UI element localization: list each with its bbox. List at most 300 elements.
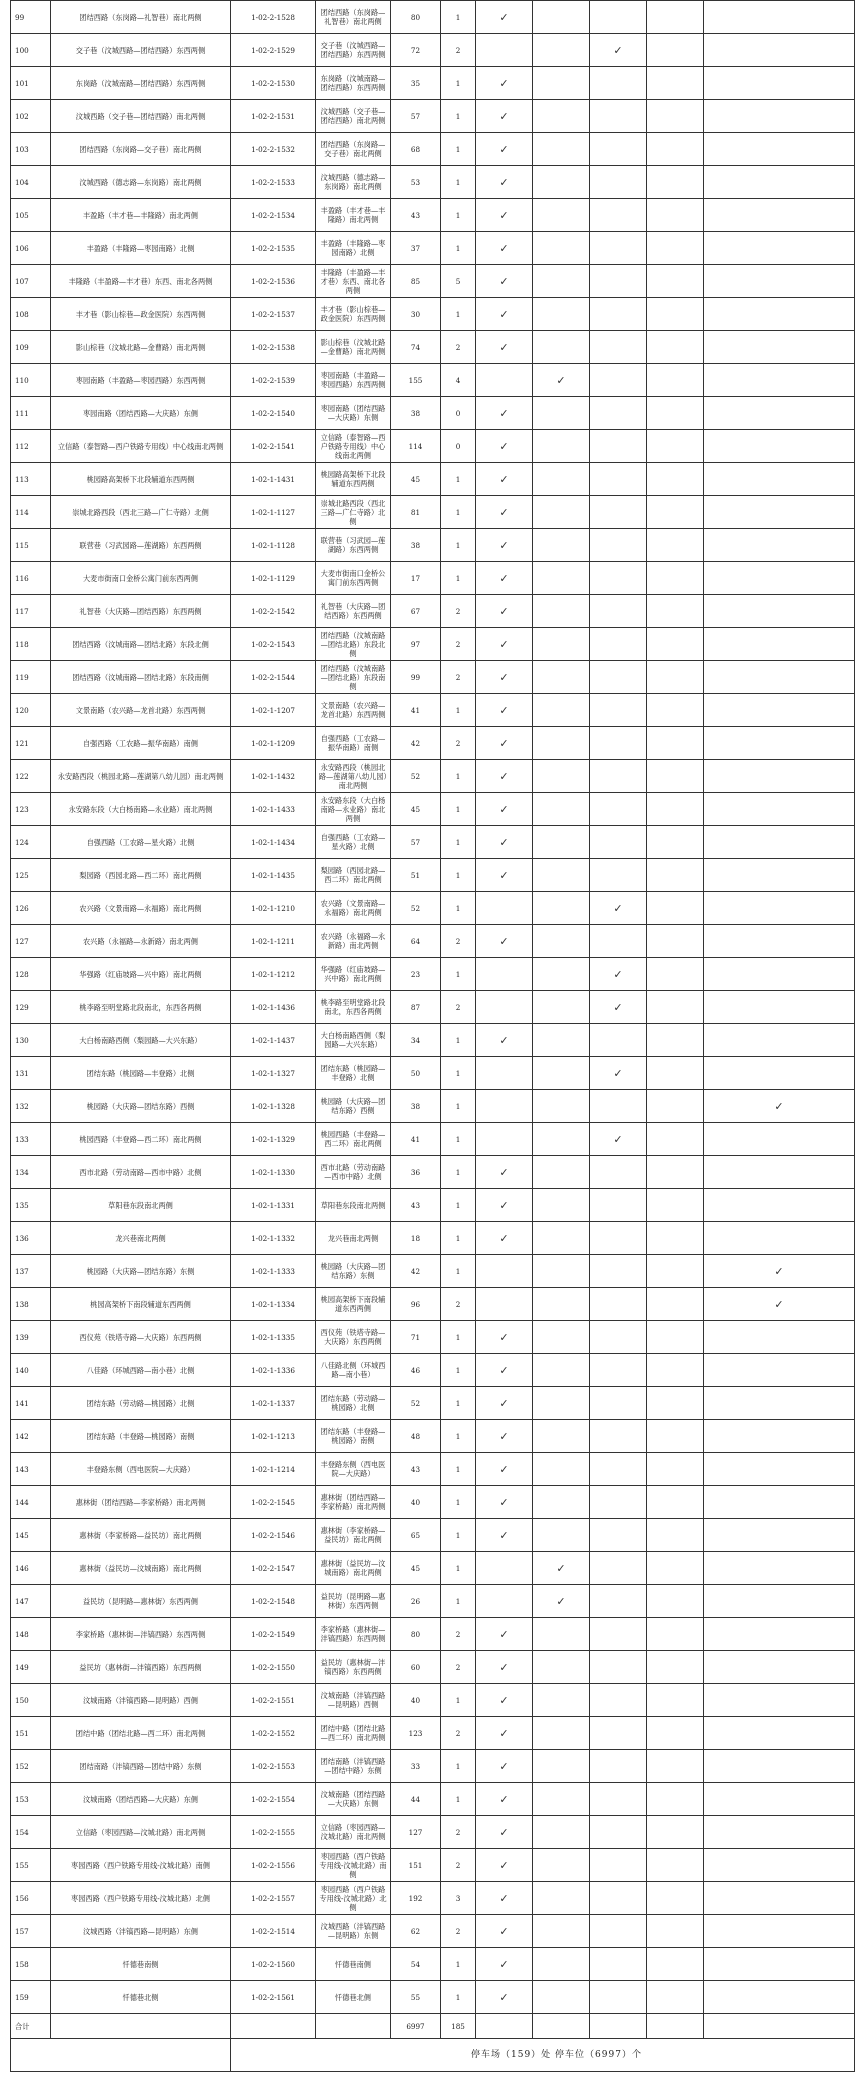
check-col-5-cell bbox=[704, 694, 855, 727]
check-col-4-cell bbox=[647, 1024, 704, 1057]
row-number-cell: 121 bbox=[11, 727, 51, 760]
check-col-2-cell bbox=[533, 1618, 590, 1651]
check-col-3-cell bbox=[590, 1420, 647, 1453]
row-number-cell: 155 bbox=[11, 1849, 51, 1882]
table-row bbox=[11, 1651, 855, 1684]
row-number-cell: 114 bbox=[11, 496, 51, 529]
check-col-4-cell bbox=[647, 1849, 704, 1882]
row-number-cell: 132 bbox=[11, 1090, 51, 1123]
table-row bbox=[11, 1387, 855, 1420]
check-col-2-cell bbox=[533, 1453, 590, 1486]
check-col-4-cell bbox=[647, 67, 704, 100]
check-col-3-cell: ✓ bbox=[590, 1057, 647, 1090]
location-name-cell: 桃园路（大庆路—团结东路）西侧 bbox=[51, 1090, 231, 1123]
space-count-cell: 48 bbox=[391, 1420, 441, 1453]
location-desc-cell: 忏德巷南侧 bbox=[316, 1948, 391, 1981]
location-name-cell: 丰盈路（丰才巷—丰隆路）南北两侧 bbox=[51, 199, 231, 232]
table-row bbox=[11, 1585, 855, 1618]
entrance-count-cell: 1 bbox=[441, 1519, 476, 1552]
location-name-cell: 桃园路高架桥下北段辅道东西两侧 bbox=[51, 463, 231, 496]
parking-code-cell: 1-02-1-1213 bbox=[231, 1420, 316, 1453]
check-col-4-cell bbox=[647, 1717, 704, 1750]
check-col-1-cell: ✓ bbox=[476, 595, 533, 628]
table-row bbox=[11, 34, 855, 67]
check-col-3-cell bbox=[590, 397, 647, 430]
location-name-cell: 文景南路（农兴路—龙首北路）东西两侧 bbox=[51, 694, 231, 727]
space-count-cell: 45 bbox=[391, 463, 441, 496]
row-number-cell: 156 bbox=[11, 1882, 51, 1915]
check-col-5-cell bbox=[704, 1915, 855, 1948]
space-count-cell: 38 bbox=[391, 529, 441, 562]
check-col-5-cell bbox=[704, 991, 855, 1024]
location-desc-cell: 桃园高架桥下南段辅道东西两侧 bbox=[316, 1288, 391, 1321]
total-blank bbox=[647, 2014, 704, 2039]
check-col-1-cell: ✓ bbox=[476, 1486, 533, 1519]
row-number-cell: 148 bbox=[11, 1618, 51, 1651]
table-row bbox=[11, 67, 855, 100]
location-name-cell: 永安路东段（大白杨南路—永业路）南北两侧 bbox=[51, 793, 231, 826]
table-row bbox=[11, 1948, 855, 1981]
space-count-cell: 17 bbox=[391, 562, 441, 595]
check-col-1-cell bbox=[476, 991, 533, 1024]
table-row bbox=[11, 793, 855, 826]
check-col-2-cell bbox=[533, 298, 590, 331]
location-desc-cell: 礼智巷（大庆路—团结西路）东西两侧 bbox=[316, 595, 391, 628]
row-number-cell: 101 bbox=[11, 67, 51, 100]
total-blank bbox=[231, 2014, 316, 2039]
check-col-5-cell bbox=[704, 1618, 855, 1651]
check-col-1-cell bbox=[476, 1552, 533, 1585]
location-desc-cell: 团结西路（东岗路—交子巷）南北两侧 bbox=[316, 133, 391, 166]
check-col-2-cell bbox=[533, 991, 590, 1024]
parking-code-cell: 1-02-1-1434 bbox=[231, 826, 316, 859]
check-col-2-cell bbox=[533, 1717, 590, 1750]
check-col-3-cell bbox=[590, 1684, 647, 1717]
check-col-1-cell bbox=[476, 1057, 533, 1090]
location-name-cell: 崇城北路西段（西北三路—广仁寺路）北侧 bbox=[51, 496, 231, 529]
check-col-3-cell bbox=[590, 562, 647, 595]
check-col-4-cell bbox=[647, 760, 704, 793]
parking-code-cell: 1-02-2-1544 bbox=[231, 661, 316, 694]
entrance-count-cell: 1 bbox=[441, 1684, 476, 1717]
location-desc-cell: 李家桥路（惠林街—沣镐西路）东西两侧 bbox=[316, 1618, 391, 1651]
entrance-count-cell: 1 bbox=[441, 199, 476, 232]
location-desc-cell: 西市北路（劳动南路—西市中路）北侧 bbox=[316, 1156, 391, 1189]
check-col-1-cell: ✓ bbox=[476, 1816, 533, 1849]
check-col-3-cell bbox=[590, 1750, 647, 1783]
space-count-cell: 43 bbox=[391, 1189, 441, 1222]
parking-code-cell: 1-02-1-1329 bbox=[231, 1123, 316, 1156]
check-col-2-cell bbox=[533, 661, 590, 694]
space-count-cell: 18 bbox=[391, 1222, 441, 1255]
parking-code-cell: 1-02-2-1534 bbox=[231, 199, 316, 232]
check-col-4-cell bbox=[647, 232, 704, 265]
check-col-1-cell: ✓ bbox=[476, 1684, 533, 1717]
check-col-1-cell: ✓ bbox=[476, 760, 533, 793]
location-name-cell: 草阳巷东段南北两侧 bbox=[51, 1189, 231, 1222]
check-col-4-cell bbox=[647, 727, 704, 760]
location-desc-cell: 桃园路（大庆路—团结东路）西侧 bbox=[316, 1090, 391, 1123]
location-name-cell: 团结南路（沣镐西路—团结中路）东侧 bbox=[51, 1750, 231, 1783]
parking-code-cell: 1-02-2-1561 bbox=[231, 1981, 316, 2014]
check-col-1-cell bbox=[476, 892, 533, 925]
space-count-cell: 50 bbox=[391, 1057, 441, 1090]
row-number-cell: 129 bbox=[11, 991, 51, 1024]
check-col-5-cell bbox=[704, 958, 855, 991]
parking-code-cell: 1-02-2-1560 bbox=[231, 1948, 316, 1981]
row-number-cell: 110 bbox=[11, 364, 51, 397]
row-number-cell: 103 bbox=[11, 133, 51, 166]
table-row bbox=[11, 925, 855, 958]
check-col-1-cell: ✓ bbox=[476, 298, 533, 331]
parking-table-body bbox=[11, 1, 855, 2072]
location-desc-cell: 华强路（红庙坡路—兴中路）南北两侧 bbox=[316, 958, 391, 991]
check-col-1-cell: ✓ bbox=[476, 1981, 533, 2014]
entrance-count-cell: 1 bbox=[441, 694, 476, 727]
location-name-cell: 枣园南路（团结西路—大庆路）东侧 bbox=[51, 397, 231, 430]
table-row bbox=[11, 1024, 855, 1057]
space-count-cell: 46 bbox=[391, 1354, 441, 1387]
check-col-3-cell bbox=[590, 430, 647, 463]
row-number-cell: 105 bbox=[11, 199, 51, 232]
entrance-count-cell: 1 bbox=[441, 892, 476, 925]
check-col-5-cell bbox=[704, 331, 855, 364]
space-count-cell: 68 bbox=[391, 133, 441, 166]
row-number-cell: 151 bbox=[11, 1717, 51, 1750]
location-name-cell: 西市北路（劳动南路—西市中路）北侧 bbox=[51, 1156, 231, 1189]
table-row bbox=[11, 397, 855, 430]
row-number-cell: 116 bbox=[11, 562, 51, 595]
row-number-cell: 152 bbox=[11, 1750, 51, 1783]
check-col-3-cell bbox=[590, 1849, 647, 1882]
row-number-cell: 109 bbox=[11, 331, 51, 364]
check-col-5-cell: ✓ bbox=[704, 1255, 855, 1288]
space-count-cell: 62 bbox=[391, 1915, 441, 1948]
row-number-cell: 143 bbox=[11, 1453, 51, 1486]
check-col-3-cell bbox=[590, 1156, 647, 1189]
table-row bbox=[11, 232, 855, 265]
parking-code-cell: 1-02-1-1207 bbox=[231, 694, 316, 727]
check-col-3-cell bbox=[590, 166, 647, 199]
check-col-5-cell bbox=[704, 232, 855, 265]
entrance-count-cell: 1 bbox=[441, 1981, 476, 2014]
location-name-cell: 丰盈路（丰隆路—枣园南路）北侧 bbox=[51, 232, 231, 265]
parking-table bbox=[10, 0, 855, 2072]
check-col-3-cell bbox=[590, 1189, 647, 1222]
check-col-3-cell bbox=[590, 760, 647, 793]
check-col-4-cell bbox=[647, 1915, 704, 1948]
location-name-cell: 农兴路（永福路—永新路）南北两侧 bbox=[51, 925, 231, 958]
check-col-3-cell: ✓ bbox=[590, 1123, 647, 1156]
location-name-cell: 立信路（泰智路—西户铁路专用线）中心线南北两侧 bbox=[51, 430, 231, 463]
parking-code-cell: 1-02-1-1328 bbox=[231, 1090, 316, 1123]
entrance-count-cell: 1 bbox=[441, 562, 476, 595]
space-count-cell: 127 bbox=[391, 1816, 441, 1849]
check-col-5-cell bbox=[704, 100, 855, 133]
check-col-5-cell bbox=[704, 166, 855, 199]
space-count-cell: 42 bbox=[391, 1255, 441, 1288]
location-desc-cell: 汶城南路（沣镐西路—昆明路）西侧 bbox=[316, 1684, 391, 1717]
check-col-3-cell bbox=[590, 529, 647, 562]
entrance-count-cell: 1 bbox=[441, 1024, 476, 1057]
check-col-1-cell: ✓ bbox=[476, 199, 533, 232]
parking-code-cell: 1-02-1-1436 bbox=[231, 991, 316, 1024]
entrance-count-cell: 2 bbox=[441, 1717, 476, 1750]
check-col-3-cell bbox=[590, 496, 647, 529]
check-col-5-cell bbox=[704, 1651, 855, 1684]
total-row bbox=[11, 2014, 855, 2039]
space-count-cell: 80 bbox=[391, 1618, 441, 1651]
check-col-1-cell: ✓ bbox=[476, 1651, 533, 1684]
check-col-4-cell bbox=[647, 364, 704, 397]
space-count-cell: 43 bbox=[391, 1453, 441, 1486]
check-col-1-cell: ✓ bbox=[476, 100, 533, 133]
space-count-cell: 44 bbox=[391, 1783, 441, 1816]
check-col-1-cell: ✓ bbox=[476, 661, 533, 694]
space-count-cell: 41 bbox=[391, 694, 441, 727]
check-col-2-cell bbox=[533, 1981, 590, 2014]
check-col-1-cell: ✓ bbox=[476, 529, 533, 562]
location-name-cell: 自强西路（工农路—振华南路）南侧 bbox=[51, 727, 231, 760]
check-col-3-cell bbox=[590, 595, 647, 628]
table-row bbox=[11, 1552, 855, 1585]
check-col-1-cell: ✓ bbox=[476, 1783, 533, 1816]
check-col-1-cell: ✓ bbox=[476, 1420, 533, 1453]
location-name-cell: 丰才巷（影山棕巷—政金医院）东西两侧 bbox=[51, 298, 231, 331]
check-col-4-cell bbox=[647, 595, 704, 628]
location-desc-cell: 团结中路（团结北路—西二环）南北两侧 bbox=[316, 1717, 391, 1750]
table-row bbox=[11, 1222, 855, 1255]
check-col-1-cell: ✓ bbox=[476, 1024, 533, 1057]
check-col-2-cell bbox=[533, 892, 590, 925]
row-number-cell: 158 bbox=[11, 1948, 51, 1981]
location-desc-cell: 影山棕巷（汶城北路—金曹路）南北两侧 bbox=[316, 331, 391, 364]
check-col-3-cell bbox=[590, 265, 647, 298]
total-blank bbox=[316, 2014, 391, 2039]
location-desc-cell: 文景南路（农兴路—龙首北路）东西两侧 bbox=[316, 694, 391, 727]
location-desc-cell: 团结东路（丰登路—桃园路）南侧 bbox=[316, 1420, 391, 1453]
row-number-cell: 138 bbox=[11, 1288, 51, 1321]
check-col-3-cell bbox=[590, 1387, 647, 1420]
location-name-cell: 汶城南路（沣镐西路—昆明路）西侧 bbox=[51, 1684, 231, 1717]
row-number-cell: 157 bbox=[11, 1915, 51, 1948]
check-col-4-cell bbox=[647, 1552, 704, 1585]
check-col-5-cell bbox=[704, 529, 855, 562]
table-row bbox=[11, 1981, 855, 2014]
location-name-cell: 联营巷（习武园路—莲湖路）东西两侧 bbox=[51, 529, 231, 562]
location-name-cell: 团结西路（汶城南路—团结北路）东段北侧 bbox=[51, 628, 231, 661]
check-col-4-cell bbox=[647, 694, 704, 727]
parking-code-cell: 1-02-1-1211 bbox=[231, 925, 316, 958]
location-name-cell: 八佳路（环城西路—南小巷）北侧 bbox=[51, 1354, 231, 1387]
parking-code-cell: 1-02-2-1541 bbox=[231, 430, 316, 463]
parking-code-cell: 1-02-2-1536 bbox=[231, 265, 316, 298]
parking-code-cell: 1-02-2-1545 bbox=[231, 1486, 316, 1519]
check-col-2-cell bbox=[533, 1189, 590, 1222]
parking-code-cell: 1-02-2-1551 bbox=[231, 1684, 316, 1717]
check-col-4-cell bbox=[647, 1981, 704, 2014]
check-col-1-cell: ✓ bbox=[476, 1453, 533, 1486]
parking-code-cell: 1-02-1-1129 bbox=[231, 562, 316, 595]
space-count-cell: 114 bbox=[391, 430, 441, 463]
table-row bbox=[11, 100, 855, 133]
space-count-cell: 74 bbox=[391, 331, 441, 364]
check-col-3-cell bbox=[590, 1948, 647, 1981]
check-col-5-cell bbox=[704, 1453, 855, 1486]
table-row bbox=[11, 1156, 855, 1189]
check-col-2-cell bbox=[533, 1651, 590, 1684]
table-row bbox=[11, 298, 855, 331]
space-count-cell: 52 bbox=[391, 1387, 441, 1420]
check-col-5-cell bbox=[704, 1816, 855, 1849]
check-col-3-cell bbox=[590, 100, 647, 133]
location-desc-cell: 丰隆路（丰盈路—丰才巷）东西、南北各两侧 bbox=[316, 265, 391, 298]
location-name-cell: 丰隆路（丰盈路—丰才巷）东西、南北各两侧 bbox=[51, 265, 231, 298]
entrance-count-cell: 1 bbox=[441, 67, 476, 100]
location-desc-cell: 汶城西路（沣镐西路—昆明路）东侧 bbox=[316, 1915, 391, 1948]
check-col-2-cell bbox=[533, 232, 590, 265]
location-desc-cell: 汶城西路（德志路—东岗路）南北两侧 bbox=[316, 166, 391, 199]
check-col-3-cell: ✓ bbox=[590, 958, 647, 991]
entrance-count-cell: 2 bbox=[441, 595, 476, 628]
total-blank bbox=[590, 2014, 647, 2039]
parking-code-cell: 1-02-2-1535 bbox=[231, 232, 316, 265]
location-name-cell: 自强西路（工农路—星火路）北侧 bbox=[51, 826, 231, 859]
check-col-5-cell bbox=[704, 1354, 855, 1387]
check-col-3-cell bbox=[590, 826, 647, 859]
check-col-3-cell: ✓ bbox=[590, 892, 647, 925]
table-row bbox=[11, 1453, 855, 1486]
parking-code-cell: 1-02-2-1540 bbox=[231, 397, 316, 430]
check-col-2-cell bbox=[533, 694, 590, 727]
check-col-1-cell: ✓ bbox=[476, 166, 533, 199]
location-desc-cell: 枣园南路（团结西路—大庆路）东侧 bbox=[316, 397, 391, 430]
row-number-cell: 99 bbox=[11, 1, 51, 34]
location-desc-cell: 益民坊（惠林街—沣镐西路）东西两侧 bbox=[316, 1651, 391, 1684]
row-number-cell: 123 bbox=[11, 793, 51, 826]
entrance-count-cell: 1 bbox=[441, 1, 476, 34]
entrance-count-cell: 0 bbox=[441, 397, 476, 430]
check-col-1-cell: ✓ bbox=[476, 694, 533, 727]
location-desc-cell: 西仪苑（铁塔寺路—大庆路）东西两侧 bbox=[316, 1321, 391, 1354]
check-col-3-cell bbox=[590, 1486, 647, 1519]
parking-table-container bbox=[10, 0, 854, 2072]
entrance-count-cell: 1 bbox=[441, 496, 476, 529]
check-col-2-cell bbox=[533, 1288, 590, 1321]
location-desc-cell: 枣园西路（西户铁路专用线-汶城北路）南侧 bbox=[316, 1849, 391, 1882]
check-col-4-cell bbox=[647, 1651, 704, 1684]
table-row bbox=[11, 1684, 855, 1717]
space-count-cell: 192 bbox=[391, 1882, 441, 1915]
check-col-3-cell bbox=[590, 1816, 647, 1849]
location-name-cell: 丰登路东侧（西电医院—大庆路） bbox=[51, 1453, 231, 1486]
location-name-cell: 龙兴巷南北两侧 bbox=[51, 1222, 231, 1255]
check-col-4-cell bbox=[647, 133, 704, 166]
check-col-1-cell: ✓ bbox=[476, 1717, 533, 1750]
row-number-cell: 107 bbox=[11, 265, 51, 298]
entrance-count-cell: 1 bbox=[441, 1552, 476, 1585]
check-col-5-cell bbox=[704, 1585, 855, 1618]
table-row bbox=[11, 1123, 855, 1156]
space-count-cell: 30 bbox=[391, 298, 441, 331]
location-desc-cell: 枣园西路（西户铁路专用线-汶城北路）北侧 bbox=[316, 1882, 391, 1915]
location-desc-cell: 东岗路（汶城南路—团结西路）东西两侧 bbox=[316, 67, 391, 100]
summary-blank bbox=[11, 2039, 231, 2072]
check-col-2-cell bbox=[533, 463, 590, 496]
table-row bbox=[11, 1, 855, 34]
parking-code-cell: 1-02-1-1437 bbox=[231, 1024, 316, 1057]
check-col-2-cell bbox=[533, 595, 590, 628]
row-number-cell: 111 bbox=[11, 397, 51, 430]
table-row bbox=[11, 1288, 855, 1321]
row-number-cell: 136 bbox=[11, 1222, 51, 1255]
row-number-cell: 126 bbox=[11, 892, 51, 925]
check-col-5-cell bbox=[704, 628, 855, 661]
check-col-2-cell bbox=[533, 1882, 590, 1915]
location-desc-cell: 草阳巷东段南北两侧 bbox=[316, 1189, 391, 1222]
check-col-5-cell bbox=[704, 1, 855, 34]
check-col-4-cell bbox=[647, 958, 704, 991]
check-col-2-cell bbox=[533, 1156, 590, 1189]
check-col-5-cell bbox=[704, 1948, 855, 1981]
location-desc-cell: 立信路（枣园西路—汶城北路）南北两侧 bbox=[316, 1816, 391, 1849]
check-col-2-cell bbox=[533, 133, 590, 166]
space-count-cell: 54 bbox=[391, 1948, 441, 1981]
check-col-1-cell: ✓ bbox=[476, 1321, 533, 1354]
location-name-cell: 团结中路（团结北路—西二环）南北两侧 bbox=[51, 1717, 231, 1750]
location-desc-cell: 桃园路（大庆路—团结东路）东侧 bbox=[316, 1255, 391, 1288]
table-row bbox=[11, 1486, 855, 1519]
location-name-cell: 枣园南路（丰盈路—枣园西路）东西两侧 bbox=[51, 364, 231, 397]
row-number-cell: 118 bbox=[11, 628, 51, 661]
table-row bbox=[11, 1420, 855, 1453]
parking-code-cell: 1-02-1-1432 bbox=[231, 760, 316, 793]
parking-code-cell: 1-02-2-1557 bbox=[231, 1882, 316, 1915]
space-count-cell: 64 bbox=[391, 925, 441, 958]
space-count-cell: 67 bbox=[391, 595, 441, 628]
location-desc-cell: 汶城西路（交子巷—团结西路）南北两侧 bbox=[316, 100, 391, 133]
check-col-5-cell: ✓ bbox=[704, 1288, 855, 1321]
check-col-3-cell bbox=[590, 1915, 647, 1948]
row-number-cell: 137 bbox=[11, 1255, 51, 1288]
check-col-5-cell bbox=[704, 1882, 855, 1915]
location-desc-cell: 桃园西路（丰登路—西二环）南北两侧 bbox=[316, 1123, 391, 1156]
space-count-cell: 26 bbox=[391, 1585, 441, 1618]
check-col-5-cell bbox=[704, 826, 855, 859]
space-count-cell: 33 bbox=[391, 1750, 441, 1783]
check-col-2-cell bbox=[533, 1750, 590, 1783]
check-col-4-cell bbox=[647, 1453, 704, 1486]
space-count-cell: 85 bbox=[391, 265, 441, 298]
entrance-count-cell: 1 bbox=[441, 1090, 476, 1123]
row-number-cell: 139 bbox=[11, 1321, 51, 1354]
check-col-1-cell bbox=[476, 1090, 533, 1123]
check-col-1-cell: ✓ bbox=[476, 562, 533, 595]
check-col-5-cell bbox=[704, 1981, 855, 2014]
parking-code-cell: 1-02-1-1209 bbox=[231, 727, 316, 760]
check-col-2-cell bbox=[533, 958, 590, 991]
entrance-count-cell: 1 bbox=[441, 1783, 476, 1816]
location-name-cell: 汶城南路（团结西路—大庆路）东侧 bbox=[51, 1783, 231, 1816]
check-col-5-cell bbox=[704, 1057, 855, 1090]
check-col-3-cell bbox=[590, 232, 647, 265]
entrance-count-cell: 2 bbox=[441, 1849, 476, 1882]
check-col-2-cell bbox=[533, 1057, 590, 1090]
table-row bbox=[11, 958, 855, 991]
table-row bbox=[11, 661, 855, 694]
check-col-3-cell bbox=[590, 661, 647, 694]
location-desc-cell: 桃李路至明堂路北段南北，东西各两侧 bbox=[316, 991, 391, 1024]
